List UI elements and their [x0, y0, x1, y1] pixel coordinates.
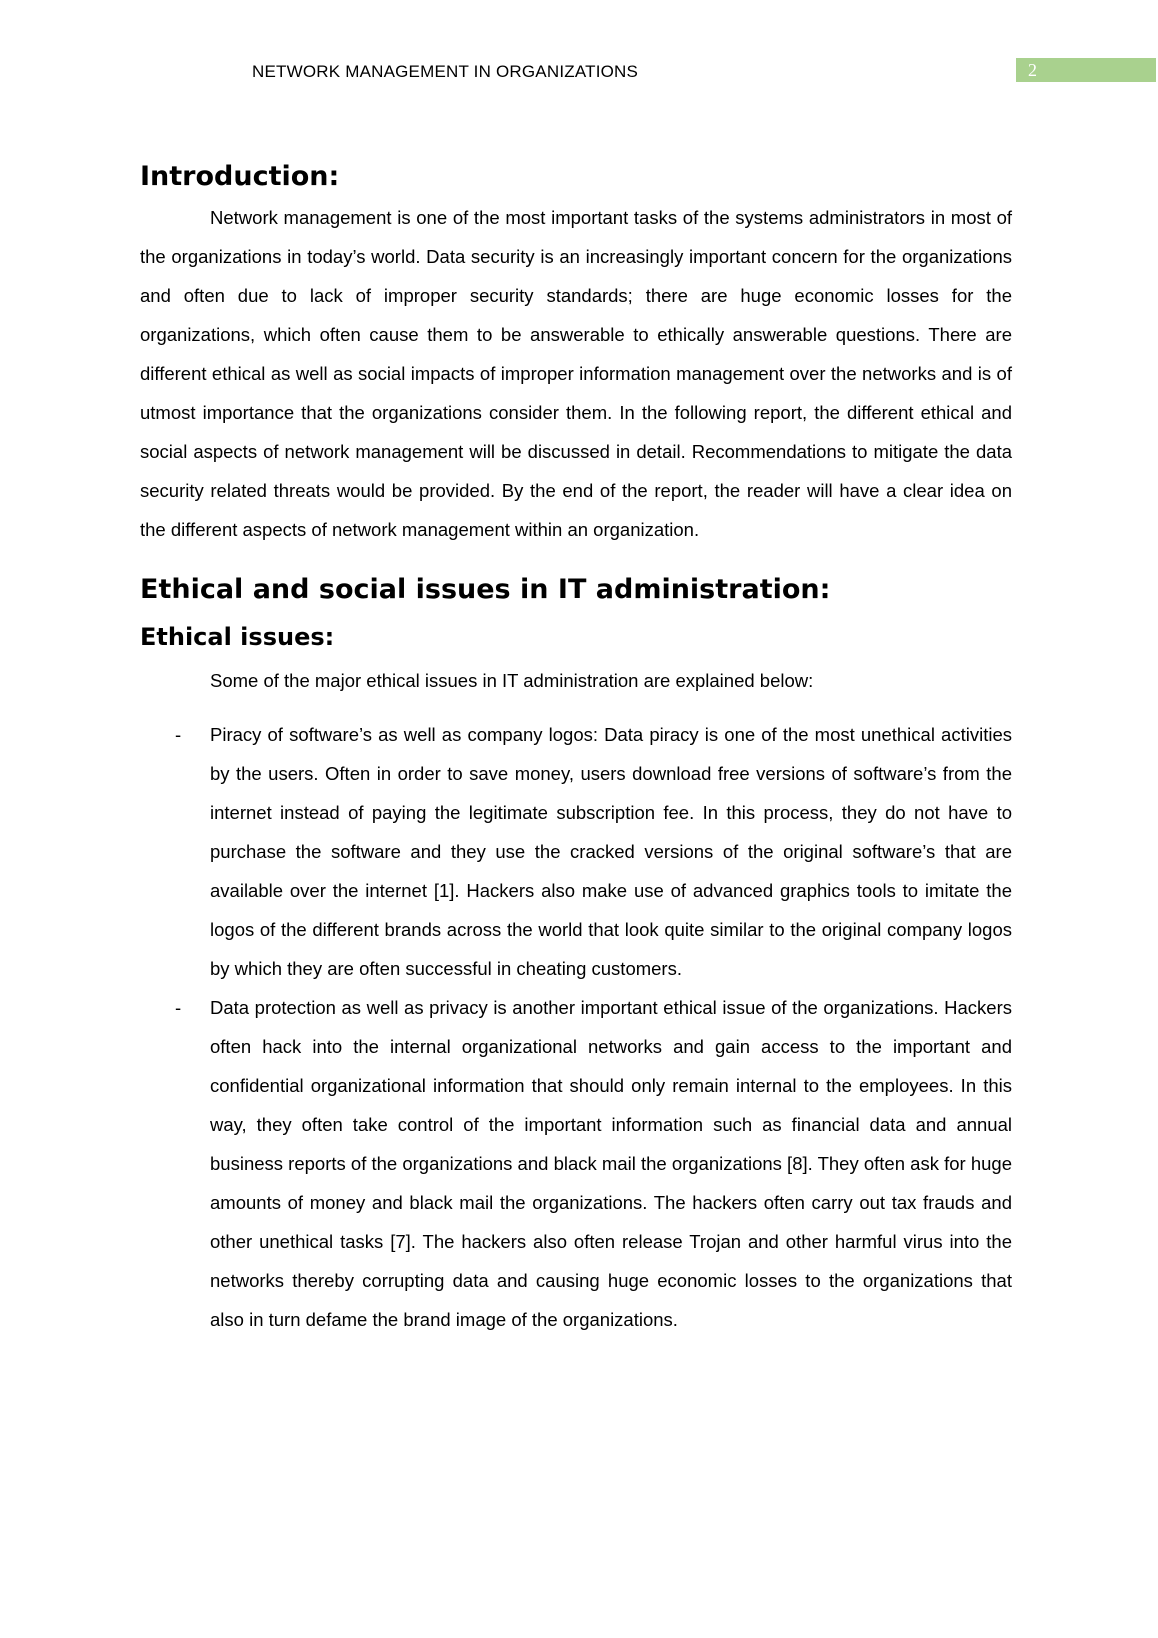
introduction-heading: Introduction:: [140, 161, 340, 192]
list-item: [140, 988, 1012, 1339]
ethical-issues-list: [140, 715, 1012, 1339]
list-item-text: Data protection as well as privacy is another important ethical issue of the organizations. Hackers often hack into the internal organizational networks and gain access to the important and confidential organizational information that should only remain internal to the employees. In this way, they often take control of the important information such as financial data and annual business reports of the organizations and black mail the organizations [8]. They often ask for huge amounts of money and black mail the organizations. The hackers often carry out tax frauds and other unethical tasks [7]. The hackers also often release Trojan and other harmful virus into the networks thereby corrupting data and causing huge economic losses to the organizations that also in turn defame the brand image of the organizations.: [210, 997, 1012, 1330]
list-item: [140, 715, 1012, 988]
page-number-badge: 2: [1016, 58, 1156, 82]
lead-sentence: Some of the major ethical issues in IT administration are explained below:: [210, 670, 814, 691]
section-heading: Ethical and social issues in IT administration:: [140, 574, 831, 605]
page-body: [140, 158, 1012, 1339]
dash-bullet-marker: -: [175, 997, 182, 1018]
list-item-text: Piracy of software’s as well as company logos: Data piracy is one of the most unethical activities by the users. Often in order to save money, users download free versions of software’s from the internet instead of paying the legitimate subscription fee. In this process, they do not have to purchase the software and they use the cracked versions of the original software’s that are available over the internet [1]. Hackers also make use of advanced graphics tools to imitate the logos of the different brands across the world that look quite similar to the original company logos by which they are often successful in cheating customers.: [210, 724, 1012, 979]
running-header: NETWORK MANAGEMENT IN ORGANIZATIONS: [252, 62, 639, 81]
dash-bullet-marker: -: [175, 724, 182, 745]
introduction-paragraph: Network management is one of the most important tasks of the systems administrators in most of the organizations in today’s world. Data security is an increasingly important concern for the organizations and often due to lack of improper security standards; there are huge economic losses for the organizations, which often cause them to be answerable to ethically answerable questions. There are different ethical as well as social impacts of improper information management over the networks and is of utmost importance that the organizations consider them. In the following report, the different ethical and social aspects of network management will be discussed in detail. Recommendations to mitigate the data security related threats would be provided. By the end of the report, the reader will have a clear idea on the different aspects of network management within an organization.: [140, 207, 1012, 540]
subsection-heading: Ethical issues:: [140, 623, 335, 651]
